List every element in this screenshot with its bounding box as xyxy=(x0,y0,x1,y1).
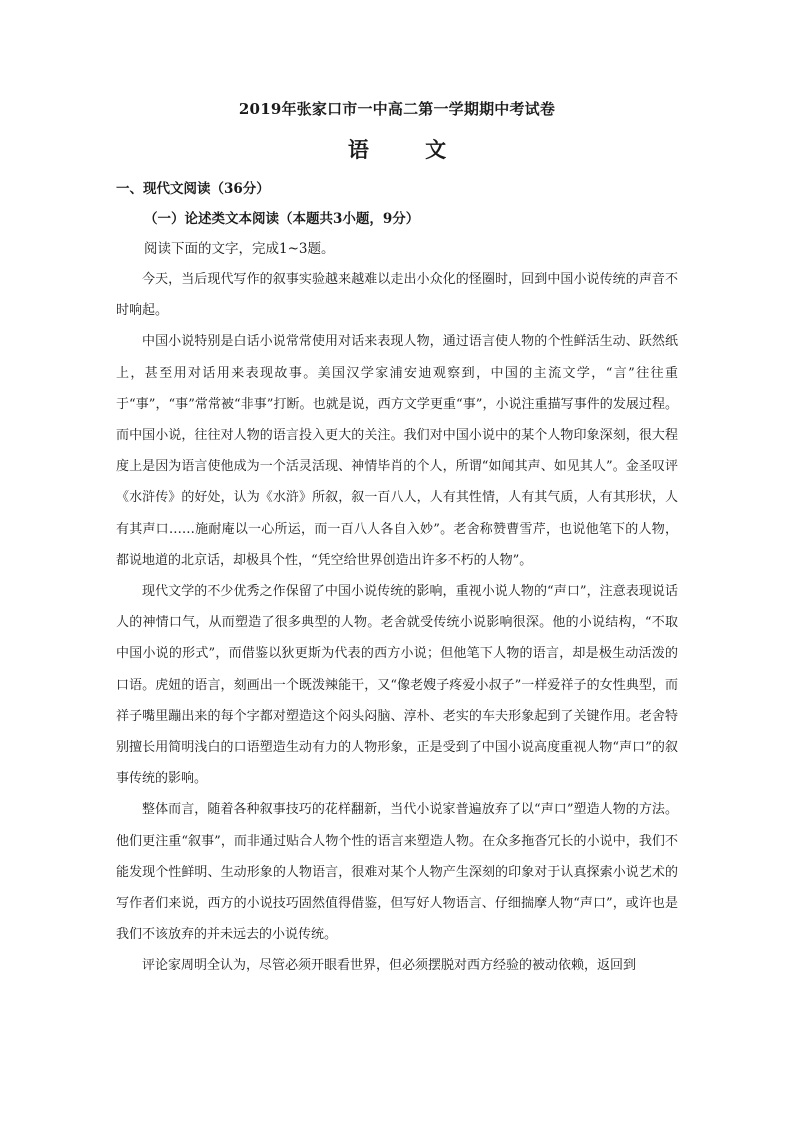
passage-paragraph: 今天，当后现代写作的叙事实验越来越难以走出小众化的怪圈时，回到中国小说传统的声音不时响起。 xyxy=(116,272,678,319)
reading-instruction: 阅读下面的文字，完成1~3题。 xyxy=(144,241,335,257)
passage-paragraph: 评论家周明全认为，尽管必须开眼看世界，但必须摆脱对西方经验的被动依赖，返回到 xyxy=(142,958,637,974)
exam-title: 2019年张家口市一中高二第一学期期中考试卷 xyxy=(238,100,556,118)
subject-title: 语 文 xyxy=(347,137,447,162)
passage-paragraph: 整体而言，随着各种叙事技巧的花样翻新，当代小说家普遍放弃了以“声口”塑造人物的方法。他们更注重“叙事”，而非通过贴合人物个性的语言来塑造人物。在众多拖沓冗长的小说中，我们不能发现个性鲜明、生动形象的人物语言，很难对某个人物产生深刻的印象对于认真探索小说艺术的写作者们来说，西方的小说技巧固然值得借鉴，但写好人物语言、仔细揣摩人物“声口”，或许也是我们不该放弃的并未远去的小说传统。 xyxy=(116,802,678,943)
subsection-heading: （一）论述类文本阅读（本题共3小题，9分） xyxy=(144,211,420,227)
section-heading: 一、现代文阅读（36分） xyxy=(116,181,270,197)
passage-paragraph: 现代文学的不少优秀之作保留了中国小说传统的影响，重视小说人物的“声口”，注意表现说话人的神情口气，从而塑造了很多典型的人物。老舍就受传统小说影响很深。他的小说结构，“不取中国小说的形式”，而借鉴以狄更斯为代表的西方小说；但他笔下人物的语言，却是极生动活泼的口语。虎妞的语言，刻画出一个既泼辣能干，又“像老嫂子疼爱小叔子”一样爱祥子的女性典型，而祥子嘴里蹦出来的每个字都对塑造这个闷头闷脑、淳朴、老实的车夫形象起到了关键作用。老舍特别擅长用简明浅白的口语塑造生动有力的人物形象，正是受到了中国小说高度重视人物“声口”的叙事传统的影响。 xyxy=(116,584,678,787)
passage-paragraph: 中国小说特别是白话小说常常使用对话来表现人物，通过语言使人物的个性鲜活生动、跃然纸上，甚至用对话用来表现故事。美国汉学家浦安迪观察到，中国的主流文学，“言”往往重于“事”，“事”常常被“非事”打断。也就是说，西方文学更重“事”，小说注重描写事件的发展过程。而中国小说，往往对人物的语言投入更大的关注。我们对中国小说中的某个人物印象深刻，很大程度上是因为语言使他成为一个活灵活现、神情毕肖的个人，所谓“如闻其声、如见其人”。金圣叹评《水浒传》的好处，认为《水浒》所叙，叙一百八人，人有其性情，人有其气质，人有其形状，人有其声口……施耐庵以一心所运，而一百八人各自入妙”。老舍称赞曹雪芹，也说他笔下的人物，都说地道的北京话，却极具个性，“凭空给世界创造出许多不朽的人物”。 xyxy=(116,334,678,568)
passage-body xyxy=(116,264,678,982)
